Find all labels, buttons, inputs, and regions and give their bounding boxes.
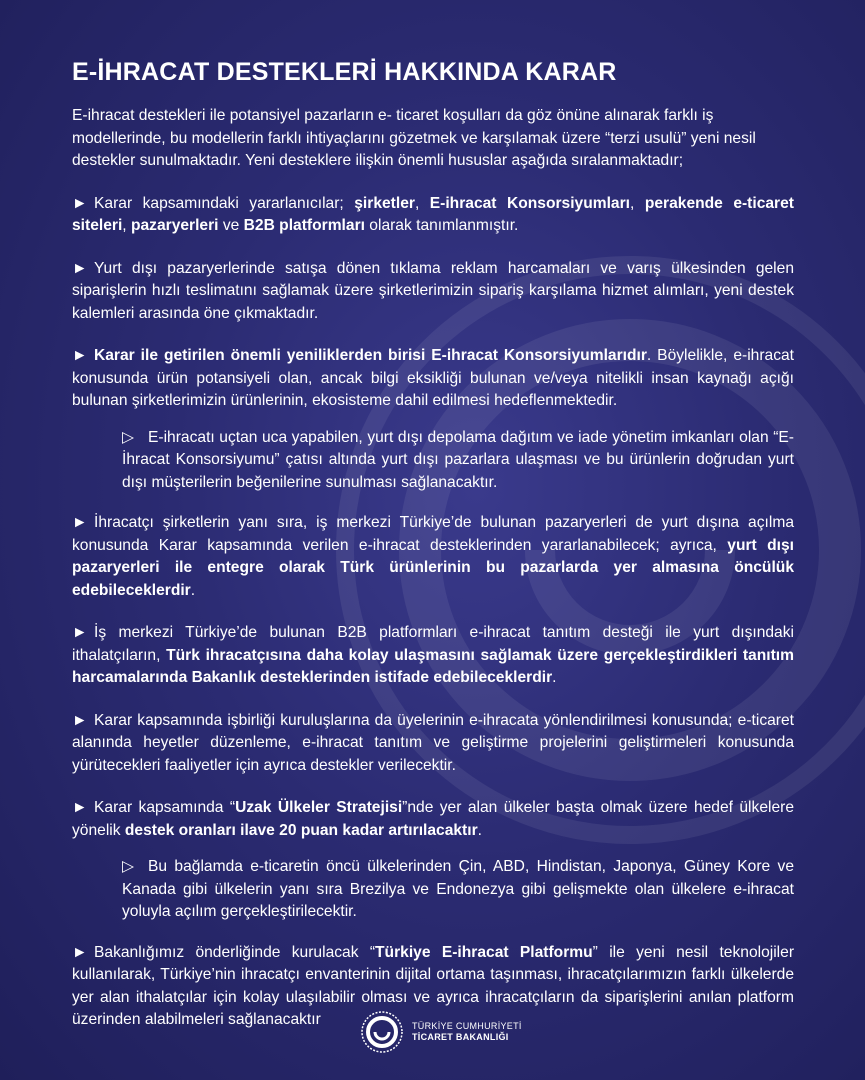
triangle-bullet-icon: ► [72,194,88,212]
triangle-bullet-icon: ► [72,711,88,729]
list-item: ► Karar kapsamındaki yararlanıcılar; şirketler, E-ihracat Konsorsiyumları, perakende e-ticaret siteleri, pazaryerleri ve B2B platformları olarak tanımlanmıştır. [72,194,794,234]
document-body [72,58,794,1052]
list-item: ► Yurt dışı pazaryerlerinde satışa dönen tıklama reklam harcamaları ve varış ülkesinden gelen siparişlerin hızlı teslimatını sağlamak üzere şirketlerimizin sipariş karşılama hizmet alımları, yeni destek kalemleri arasında öne çıkmaktadır. [72,259,794,322]
triangle-bullet-icon: ► [72,624,88,641]
triangle-bullet-icon: ► [72,259,88,277]
sub-list-item: ▷ Bu bağlamda e-ticaretin öncü ülkelerinden Çin, ABD, Hindistan, Japonya, Güney Kore ve Kanada gibi ülkelerin yanı sıra Brezilya ve Endonezya gibi gelişmekte olan ülkelere e-ihracat yoluyla açılım gerçekleştirilecektir. [122,858,794,920]
ministry-footer [360,1010,522,1054]
sub-list-item: ▷ E-ihracatı uçtan uca yapabilen, yurt dışı depolama dağıtım ve iade yönetim imkanları olan “E-İhracat Konsorsiyumu” çatısı altında yurt dışı pazarlara ulaşması ve bu ürünlerin doğrudan yurt dışı müşterilerin beğenilerine sunulması sağlanacaktır. [122,428,794,491]
intro-paragraph: E-ihracat destekleri ile potansiyel pazarların e- ticaret koşulları da göz önüne alınarak farklı iş modellerinde, bu modellerin farklı ihtiyaçlarını gözetmek ve karşılamak üzere “terzi usulü” yeni nesil destekler sunulmaktadır. Yeni desteklere ilişkin önemli hususlar aşağıda sıralanmaktadır; [72,107,756,169]
ministry-name-line1: TÜRKİYE CUMHURİYETİ [412,1021,522,1031]
triangle-bullet-icon: ► [72,514,88,531]
list-item: ► Karar kapsamında “Uzak Ülkeler Stratejisi”nde yer alan ülkeler başta olmak üzere hedef ülkelere yönelik destek oranları ilave 20 puan kadar artırılacaktır. [72,799,794,839]
ministry-logo-icon [360,1010,404,1054]
list-item: ► Bakanlığımız önderliğinde kurulacak “Türkiye E-ihracat Platformu” ile yeni nesil teknolojiler kullanılarak, Türkiye’nin ihracatçı envanterinin dijital ortama taşınması, ihracatçılarımızın farklı ülkelerde yer alan ithalatçılar için kolay ulaşılabilir olması ve ayrıca ihracatçıların da siparişlerini anılan platform üzerinden alabilmeleri sağlanacaktır [72,943,795,1028]
triangle-bullet-icon: ► [72,943,88,961]
list-item: ► Karar kapsamında işbirliği kuruluşlarına da üyelerinin e-ihracata yönlendirilmesi konusunda; e-ticaret alanında heyetler düzenleme, e-ihracat tanıtım ve geliştirme projelerini geliştirmeleri konusunda yürütecekleri faaliyetler için ayrıca destekler verilecektir. [72,711,794,774]
list-item: ► İhracatçı şirketlerin yanı sıra, iş merkezi Türkiye’de bulunan pazaryerleri de yurt dışına açılma konusunda Karar kapsamında verilen e-ihracat desteklerinden yararlanabilecek; ayrıca, yurt dışı pazaryerleri ile entegre olarak Türk ürünlerinin bu pazarlarda yer almasına öncülük edebileceklerdir. [72,514,794,599]
page-title: E-İHRACAT DESTEKLERİ HAKKINDA KARAR [72,58,617,86]
list-item: ► Karar ile getirilen önemli yeniliklerden birisi E-ihracat Konsorsiyumlarıdır. Böylelikle, e-ihracat konusunda ürün potansiyeli olan, ancak bilgi eksikliği bulunan ve/veya nitelikli insan kaynağı açığı bulunan şirketlerimizin ürünlerinin, ekosisteme dahil edilmesi hedeflenmektedir. [72,347,794,409]
ministry-name [412,1021,522,1043]
list-item: ► İş merkezi Türkiye’de bulunan B2B platformları e-ihracat tanıtım desteği ile yurt dışındaki ithalatçıların, Türk ihracatçısına daha kolay ulaşmasını sağlamak üzere gerçekleştirdikleri tanıtım harcamalarında Bakanlık desteklerinden istifade edebileceklerdir. [72,624,794,686]
triangle-bullet-icon: ► [72,347,88,364]
ministry-name-line2: TİCARET BAKANLIĞI [412,1032,509,1042]
triangle-bullet-icon: ► [72,799,88,816]
outline-triangle-bullet-icon: ▷ [122,858,134,875]
outline-triangle-bullet-icon: ▷ [122,428,134,446]
